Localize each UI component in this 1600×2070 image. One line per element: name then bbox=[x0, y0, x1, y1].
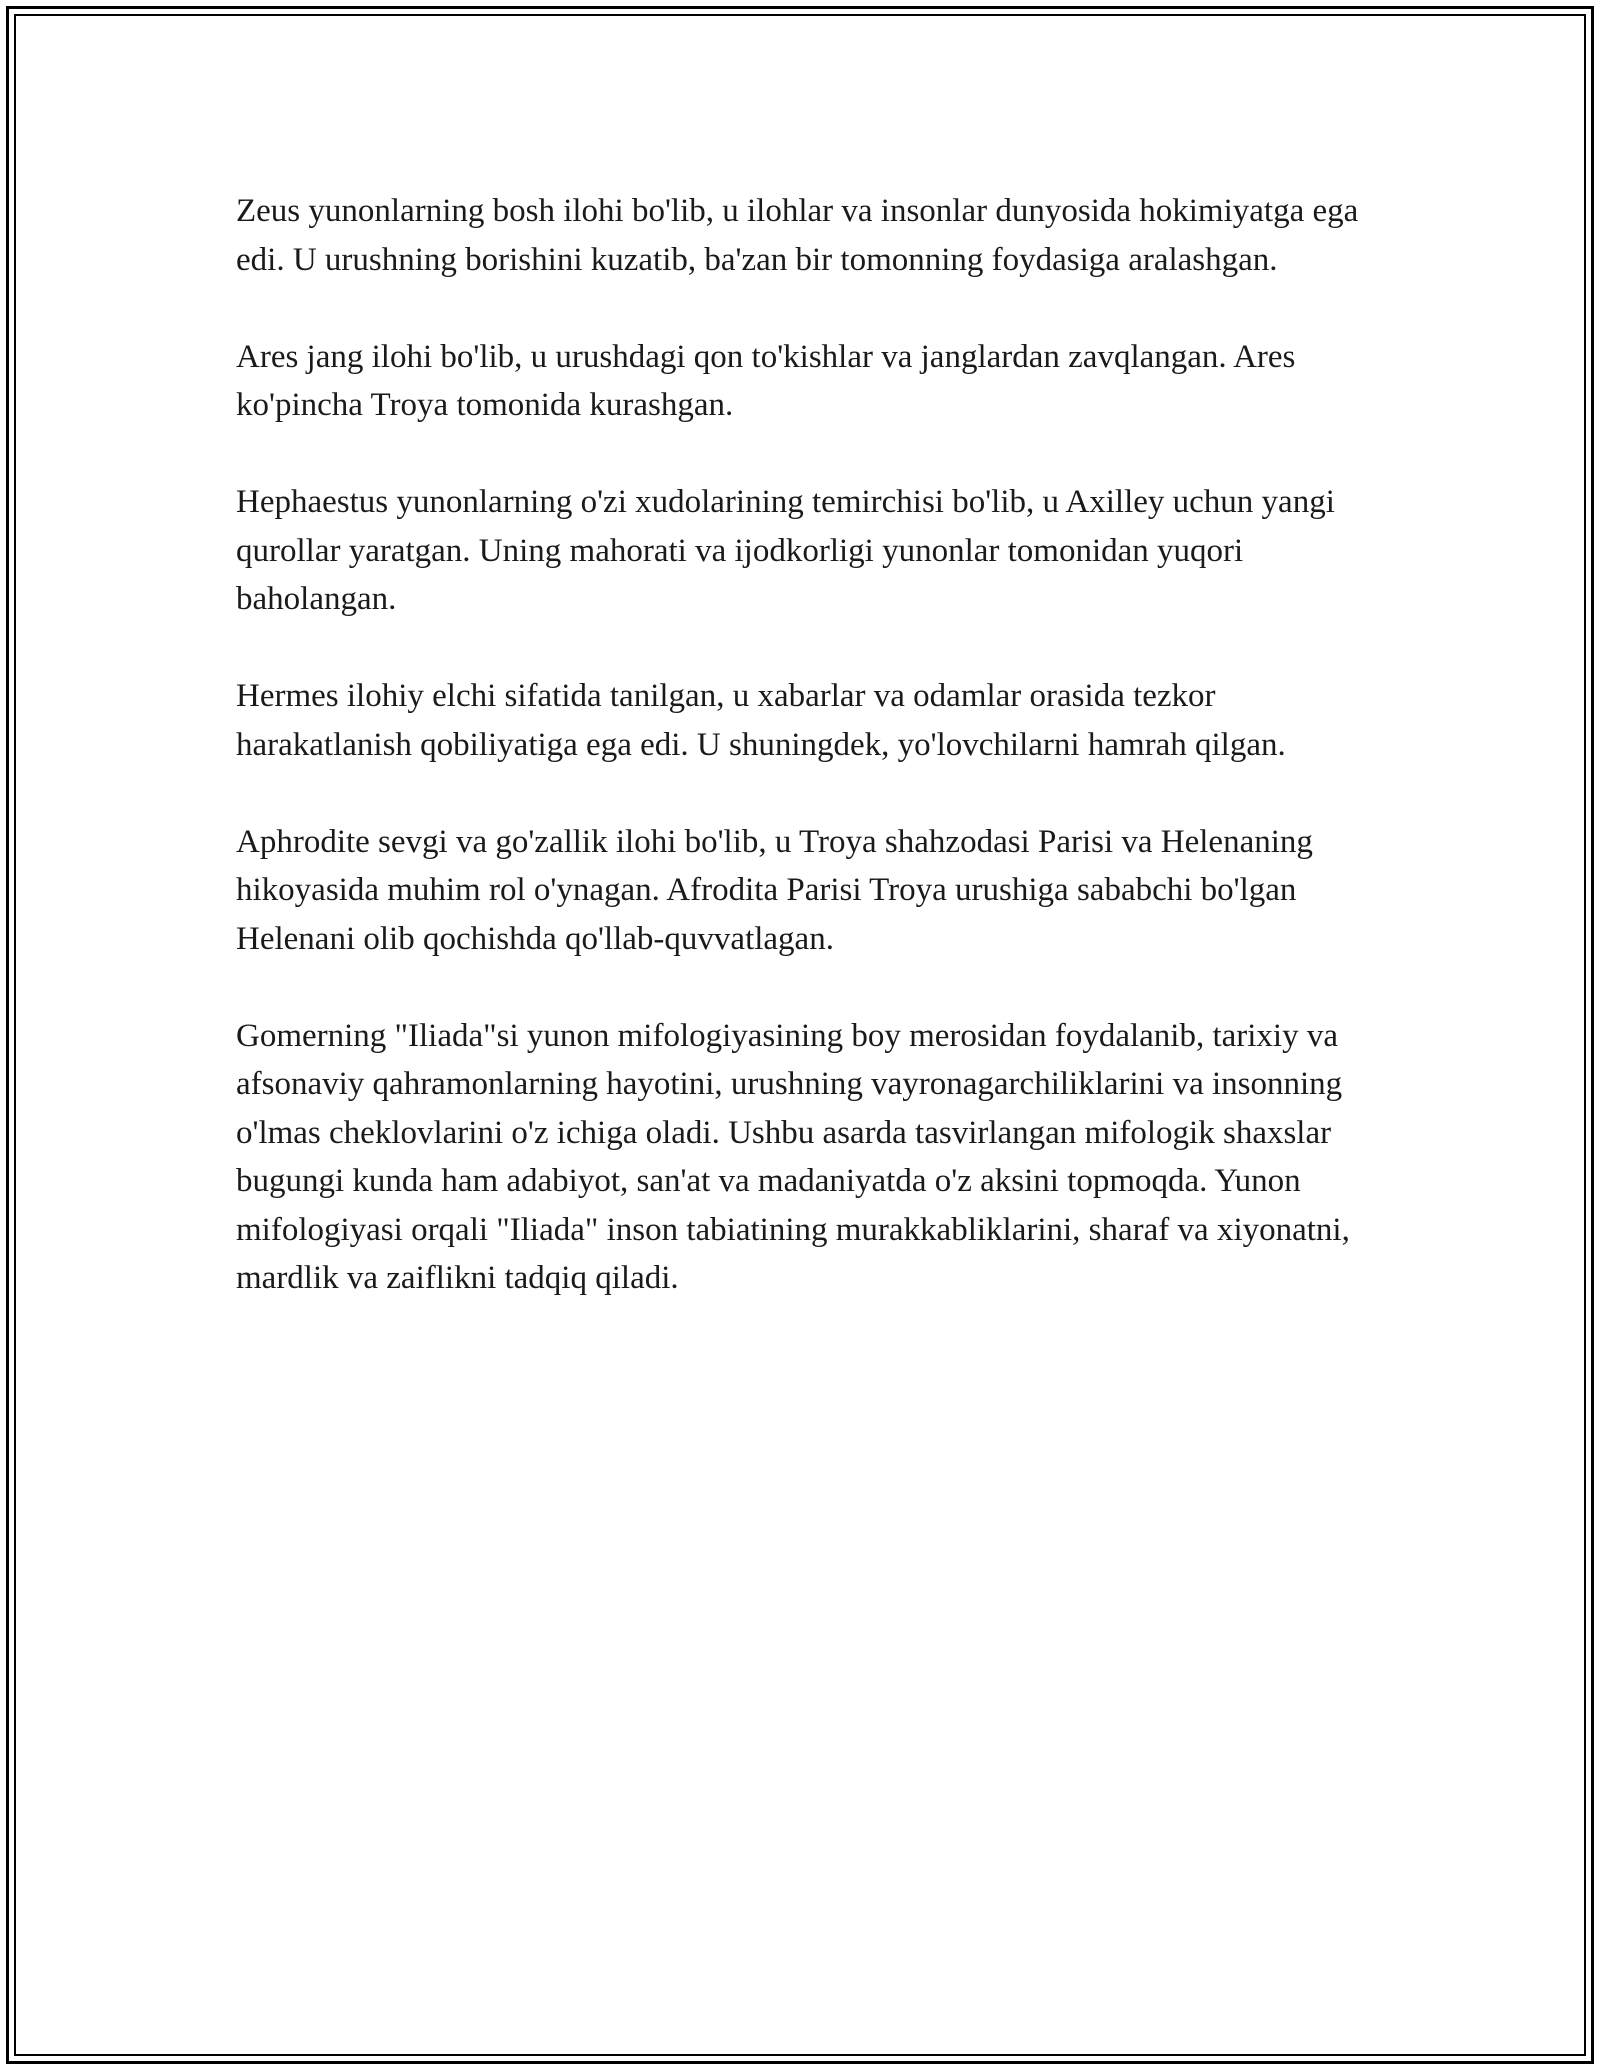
paragraph-ares: Ares jang ilohi bo'lib, u urushdagi qon to'kishlar va janglardan zavqlangan. Ares ko'pincha Troya tomonida kurashgan. bbox=[236, 338, 1296, 423]
paragraph-hermes: Hermes ilohiy elchi sifatida tanilgan, u xabarlar va odamlar orasida tezkor harakatlanish qobiliyatiga ega edi. U shuningdek, yo'lovchilarni hamrah qilgan. bbox=[236, 678, 1286, 763]
paragraph-hephaestus: Hephaestus yunonlarning o'zi xudolarining temirchisi bo'lib, u Axilley uchun yangi qurollar yaratgan. Uning mahorati va ijodkorligi yunonlar tomonidan yuqori baholangan. bbox=[236, 484, 1335, 617]
paragraph-aphrodite: Aphrodite sevgi va go'zallik ilohi bo'lib, u Troya shahzodasi Parisi va Helenaning hikoyasida muhim rol o'ynagan. Afrodita Parisi Troya urushiga sababchi bo'lgan Helenani olib qochishda qo'llab-quvvatlagan. bbox=[236, 823, 1313, 957]
document-body bbox=[236, 187, 1364, 1351]
paragraph-iliada-conclusion: Gomerning "Iliada"si yunon mifologiyasining boy merosidan foydalanib, tarixiy va afsonaviy qahramonlarning hayotini, urushning vayronagarchiliklarini va insonning o'lmas cheklovlarini o'z ichiga oladi. Ushbu asarda tasvirlangan mifologik shaxslar bugungi kunda ham adabiyot, san'at va madaniyatda o'z aksini topmoqda. Yunon mifologiyasi orqali "Iliada" inson tabiatining murakkabliklarini, sharaf va xiyonatni, mardlik va zaiflikni tadqiq qiladi. bbox=[236, 1017, 1350, 1296]
paragraph-zeus: Zeus yunonlarning bosh ilohi bo'lib, u ilohlar va insonlar dunyosida hokimiyatga ega edi. U urushning borishini kuzatib, ba'zan bir tomonning foydasiga aralashgan. bbox=[236, 193, 1359, 278]
